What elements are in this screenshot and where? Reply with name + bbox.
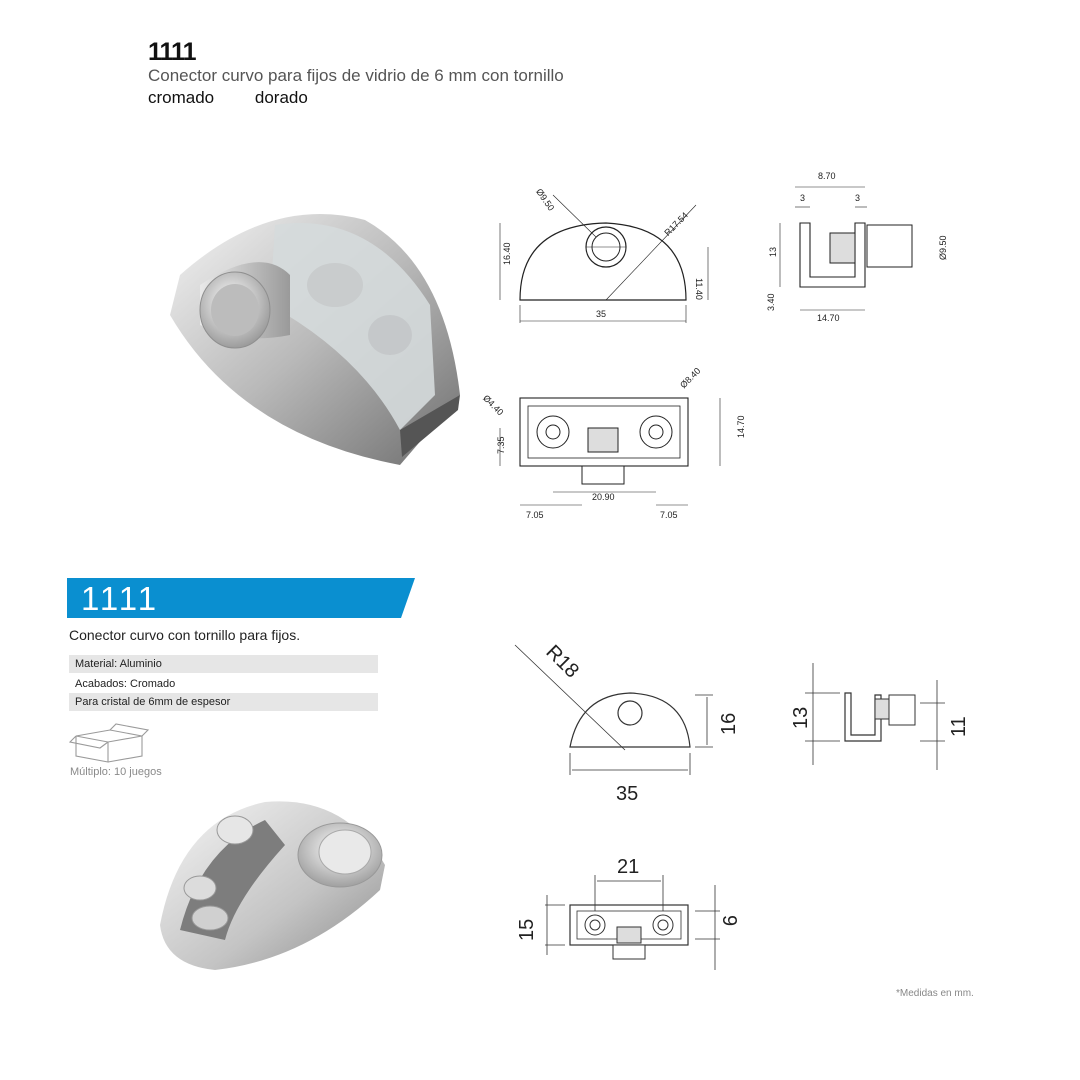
- spec-glass: Para cristal de 6mm de espesor: [69, 693, 378, 711]
- catalog-subtitle: Conector curvo con tornillo para fijos.: [69, 627, 301, 643]
- finish-options: [148, 88, 344, 108]
- dim-wall-left: 3: [800, 193, 806, 203]
- dim-offset-left: 7.05: [526, 510, 544, 520]
- finish-chrome: cromado: [148, 88, 215, 107]
- dim-wall-right: 3: [855, 193, 861, 203]
- product-description: Conector curvo para fijos de vidrio de 6 mm con tornillo: [148, 66, 564, 85]
- dim-inner-height: 11.40: [694, 278, 704, 300]
- simple-spacing: 21: [617, 856, 640, 878]
- dim-hole-diameter: Ø9.50: [534, 186, 557, 213]
- dim-hole-large: Ø8.40: [678, 365, 703, 391]
- catalog-code: 1111: [81, 580, 160, 617]
- simple-top-drawing: [505, 845, 750, 975]
- simple-side-height: 13: [790, 706, 812, 729]
- product-render-large: [160, 195, 470, 470]
- top-view-drawing: [478, 360, 748, 545]
- spec-finish: Acabados: Cromado: [69, 675, 378, 693]
- simple-width: 35: [616, 783, 639, 805]
- simple-top-inner: 9: [718, 915, 740, 927]
- dim-top-inner-height: 7.35: [496, 436, 506, 454]
- simple-front-drawing: [510, 625, 760, 810]
- dim-depth: 14.70: [817, 313, 840, 323]
- product-code: 1111: [148, 38, 196, 66]
- dim-hole-small: Ø4.40: [481, 392, 506, 418]
- product-render-small: [155, 790, 390, 975]
- dim-top-height: 14.70: [736, 415, 746, 438]
- simple-side-drawing: [785, 655, 970, 775]
- dim-hole-spacing: 20.90: [592, 492, 615, 502]
- footnote: *Medidas en mm.: [896, 988, 974, 999]
- simple-side-inner: 11: [948, 716, 970, 737]
- dim-radius: R17.54: [662, 210, 690, 238]
- dim-height: 16.40: [502, 242, 512, 265]
- dim-side-height: 13: [768, 246, 778, 257]
- front-view-drawing: [478, 165, 723, 335]
- simple-height: 16: [718, 712, 740, 735]
- dim-offset-right: 7.05: [660, 510, 678, 520]
- box-icon: [68, 722, 150, 764]
- dim-width: 35: [596, 309, 607, 319]
- finish-gold: dorado: [254, 88, 308, 107]
- simple-radius: R18: [541, 640, 584, 683]
- dim-screw-diameter: Ø9.50: [938, 235, 948, 260]
- multiple-quantity: Múltiplo: 10 juegos: [70, 766, 162, 778]
- spec-material: Material: Aluminio: [69, 655, 378, 673]
- dim-base: 3.40: [766, 293, 776, 311]
- dim-top-width: 8.70: [818, 171, 836, 181]
- simple-top-height: 15: [516, 918, 538, 941]
- side-view-drawing: [755, 165, 955, 330]
